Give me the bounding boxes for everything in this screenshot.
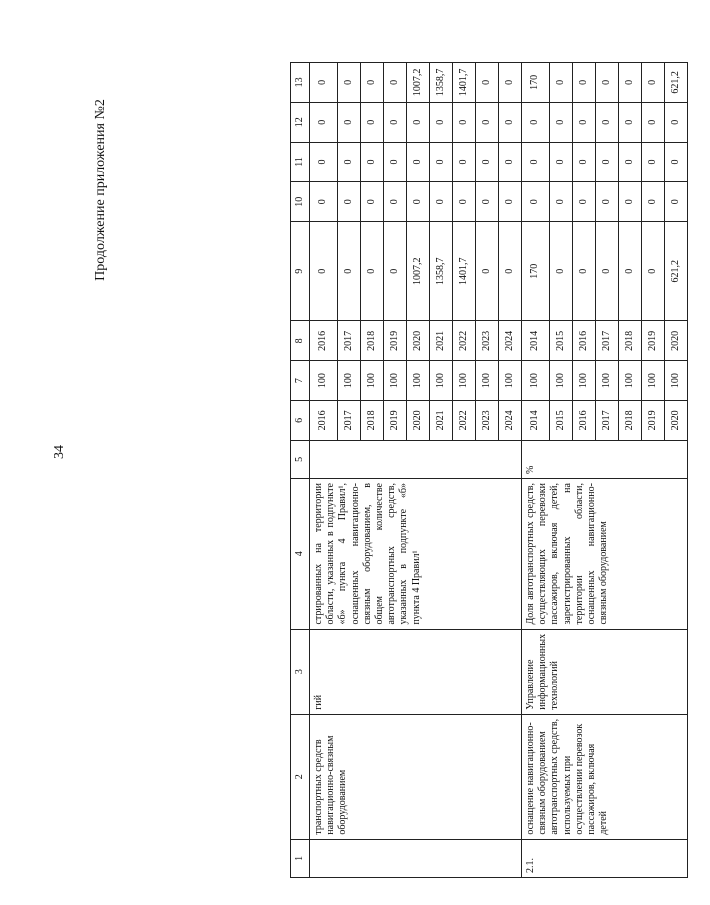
value-cell: 100 (476, 361, 499, 401)
page-number: 34 (52, 445, 67, 459)
value-cell: 0 (642, 102, 665, 142)
value-cell: 1358,7 (430, 222, 453, 321)
value-cell: 0 (596, 142, 619, 182)
value-cell: 100 (453, 361, 476, 401)
value-cell: 0 (453, 102, 476, 142)
value-cell: 170 (522, 222, 550, 321)
value-cell: 2016 (573, 400, 596, 440)
header-cell: 12 (291, 102, 310, 142)
value-cell: 0 (550, 182, 573, 222)
value-cell: 2016 (310, 400, 338, 440)
header-cell: 2 (291, 714, 310, 839)
value-cell: 0 (499, 182, 522, 222)
executor-cell: гий (310, 629, 522, 714)
value-cell: 0 (361, 63, 384, 103)
value-cell: 0 (573, 63, 596, 103)
value-cell: 2024 (499, 321, 522, 361)
value-cell: 100 (310, 361, 338, 401)
value-cell: 100 (596, 361, 619, 401)
data-table (290, 62, 688, 878)
value-cell: 1358,7 (430, 63, 453, 103)
value-cell: 0 (550, 102, 573, 142)
value-cell: 1007,2 (407, 63, 430, 103)
value-cell: 2015 (550, 321, 573, 361)
value-cell: 0 (619, 142, 642, 182)
header-cell: 10 (291, 182, 310, 222)
value-cell: 0 (453, 142, 476, 182)
value-cell: 0 (338, 182, 361, 222)
value-cell: 0 (665, 182, 688, 222)
table-sheet (290, 62, 710, 878)
header-cell: 7 (291, 361, 310, 401)
value-cell: 2016 (310, 321, 338, 361)
unit-cell: % (522, 440, 688, 478)
value-cell: 2018 (619, 321, 642, 361)
value-cell: 0 (596, 182, 619, 222)
value-cell: 0 (384, 222, 407, 321)
value-cell: 0 (476, 63, 499, 103)
value-cell: 0 (573, 182, 596, 222)
value-cell: 0 (642, 182, 665, 222)
value-cell: 2017 (596, 321, 619, 361)
value-cell: 0 (361, 182, 384, 222)
value-cell: 0 (522, 102, 550, 142)
value-cell: 100 (384, 361, 407, 401)
value-cell: 2020 (407, 400, 430, 440)
value-cell: 1401,7 (453, 222, 476, 321)
value-cell: 100 (361, 361, 384, 401)
value-cell: 0 (476, 182, 499, 222)
value-cell: 0 (384, 142, 407, 182)
table-body (291, 63, 688, 878)
value-cell: 0 (430, 102, 453, 142)
value-cell: 2019 (642, 321, 665, 361)
value-cell: 100 (499, 361, 522, 401)
value-cell: 0 (642, 222, 665, 321)
value-cell: 0 (453, 182, 476, 222)
value-cell: 0 (499, 102, 522, 142)
value-cell: 0 (522, 142, 550, 182)
header-cell: 3 (291, 629, 310, 714)
row-number-cell (310, 839, 522, 877)
value-cell: 2018 (619, 400, 642, 440)
value-cell: 100 (665, 361, 688, 401)
indicator-cell: стрированных на территории области, указанных в подпункте «б» пункта 4 Правил¹, оснащенных навигационно-связным оборудованием, в общем количестве автотранспортных средств, указанных в подпункте «б» пункта 4 Правил¹ (310, 479, 522, 630)
value-cell: 100 (430, 361, 453, 401)
value-cell: 0 (310, 102, 338, 142)
value-cell: 0 (619, 63, 642, 103)
page-heading: Продолжение приложения №2 (93, 99, 108, 281)
value-cell: 2014 (522, 400, 550, 440)
value-cell: 0 (619, 222, 642, 321)
value-cell: 621,2 (665, 63, 688, 103)
header-cell: 4 (291, 479, 310, 630)
value-cell: 0 (550, 142, 573, 182)
value-cell: 0 (310, 142, 338, 182)
header-cell: 8 (291, 321, 310, 361)
value-cell: 2019 (384, 321, 407, 361)
value-cell: 0 (619, 102, 642, 142)
value-cell: 0 (642, 142, 665, 182)
value-cell: 0 (499, 222, 522, 321)
value-cell: 0 (384, 63, 407, 103)
value-cell: 0 (476, 142, 499, 182)
indicator-cell: Доля автотранспортных средств, осуществляющих перевозки пассажиров, включая детей, зарегистрированных на территории области, оснащенных навигационно-связным оборудованием (522, 479, 688, 630)
value-cell: 2024 (499, 400, 522, 440)
value-cell: 2023 (476, 400, 499, 440)
value-cell: 0 (499, 142, 522, 182)
value-cell: 0 (310, 63, 338, 103)
value-cell: 0 (430, 182, 453, 222)
value-cell: 0 (522, 182, 550, 222)
value-cell: 2019 (384, 400, 407, 440)
value-cell: 2015 (550, 400, 573, 440)
value-cell: 0 (573, 142, 596, 182)
value-cell: 1007,2 (407, 222, 430, 321)
header-cell: 11 (291, 142, 310, 182)
value-cell: 1401,7 (453, 63, 476, 103)
value-cell: 2021 (430, 321, 453, 361)
value-cell: 0 (338, 63, 361, 103)
value-cell: 2020 (407, 321, 430, 361)
value-cell: 0 (384, 102, 407, 142)
header-cell: 13 (291, 63, 310, 103)
value-cell: 0 (573, 222, 596, 321)
value-cell: 0 (573, 102, 596, 142)
value-cell: 2017 (338, 400, 361, 440)
table-row (522, 63, 550, 878)
row-number-cell: 2.1. (522, 839, 688, 877)
header-cell: 9 (291, 222, 310, 321)
value-cell: 0 (476, 102, 499, 142)
value-cell: 0 (619, 182, 642, 222)
value-cell: 100 (619, 361, 642, 401)
value-cell: 0 (310, 182, 338, 222)
value-cell: 0 (550, 63, 573, 103)
value-cell: 0 (499, 63, 522, 103)
event-name-cell: транспортных средств навигационно-связным оборудованием (310, 714, 522, 839)
value-cell: 2023 (476, 321, 499, 361)
value-cell: 2014 (522, 321, 550, 361)
value-cell: 2019 (642, 400, 665, 440)
value-cell: 0 (338, 142, 361, 182)
header-cell: 1 (291, 839, 310, 877)
value-cell: 2022 (453, 400, 476, 440)
value-cell: 0 (596, 102, 619, 142)
value-cell: 0 (430, 142, 453, 182)
value-cell: 2017 (338, 321, 361, 361)
event-name-cell: оснащение навигационно-связным оборудованием автотранспортных средств, используемых при осуществлении перевозок пассажиров, включая детей (522, 714, 688, 839)
value-cell: 100 (407, 361, 430, 401)
value-cell: 621,2 (665, 222, 688, 321)
header-cell: 6 (291, 400, 310, 440)
header-row (291, 63, 310, 878)
value-cell: 0 (361, 142, 384, 182)
value-cell: 2021 (430, 400, 453, 440)
value-cell: 0 (338, 222, 361, 321)
value-cell: 100 (642, 361, 665, 401)
value-cell: 0 (596, 222, 619, 321)
value-cell: 100 (550, 361, 573, 401)
value-cell: 0 (310, 222, 338, 321)
table-row (310, 63, 338, 878)
value-cell: 2018 (361, 321, 384, 361)
value-cell: 0 (550, 222, 573, 321)
value-cell: 2017 (596, 400, 619, 440)
value-cell: 0 (596, 63, 619, 103)
value-cell: 100 (522, 361, 550, 401)
value-cell: 2016 (573, 321, 596, 361)
value-cell: 100 (338, 361, 361, 401)
value-cell: 0 (361, 102, 384, 142)
value-cell: 0 (665, 102, 688, 142)
value-cell: 0 (338, 102, 361, 142)
value-cell: 0 (476, 222, 499, 321)
value-cell: 2022 (453, 321, 476, 361)
value-cell: 0 (407, 102, 430, 142)
value-cell: 170 (522, 63, 550, 103)
executor-cell: Управление информационных технологий (522, 629, 688, 714)
value-cell: 2020 (665, 400, 688, 440)
value-cell: 0 (665, 142, 688, 182)
value-cell: 100 (573, 361, 596, 401)
value-cell: 2020 (665, 321, 688, 361)
value-cell: 0 (407, 182, 430, 222)
header-cell: 5 (291, 440, 310, 478)
value-cell: 0 (407, 142, 430, 182)
value-cell: 0 (642, 63, 665, 103)
value-cell: 0 (384, 182, 407, 222)
value-cell: 0 (361, 222, 384, 321)
unit-cell (310, 440, 522, 478)
value-cell: 2018 (361, 400, 384, 440)
